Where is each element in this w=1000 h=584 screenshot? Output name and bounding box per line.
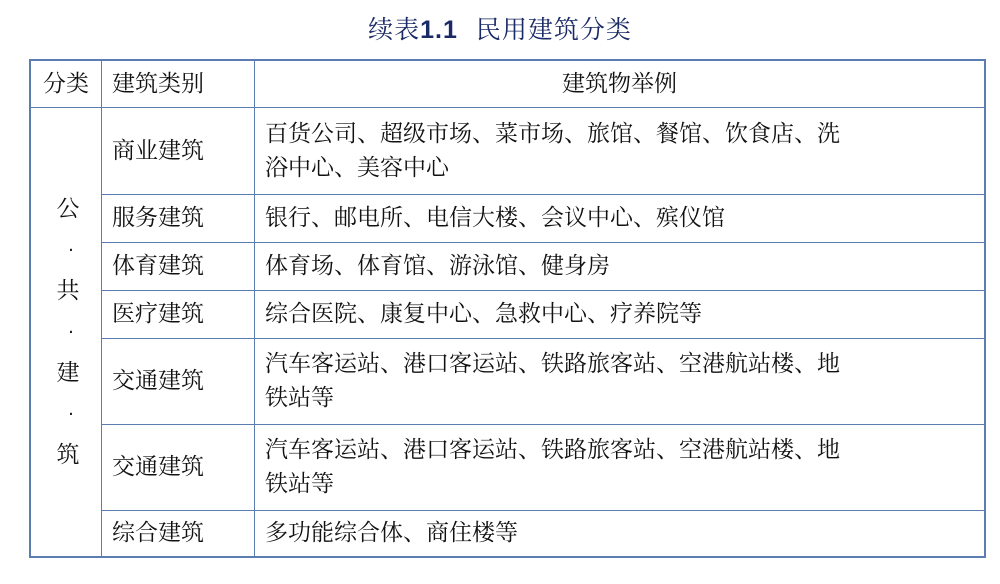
table-row bbox=[30, 194, 985, 242]
examples-cell: 百货公司、超级市场、菜市场、旅馆、餐馆、饮食店、洗 浴中心、美容中心 bbox=[255, 107, 986, 194]
table-row bbox=[30, 510, 985, 557]
type-cell: 商业建筑 bbox=[102, 107, 255, 194]
type-cell: 体育建筑 bbox=[102, 242, 255, 290]
table-row bbox=[30, 242, 985, 290]
examples-cell: 多功能综合体、商住楼等 bbox=[255, 510, 986, 557]
table-row bbox=[30, 290, 985, 338]
caption-number: 1.1 bbox=[420, 16, 458, 44]
table-row bbox=[30, 424, 985, 510]
type-cell: 综合建筑 bbox=[102, 510, 255, 557]
category-char: 公 · bbox=[56, 195, 80, 261]
caption-text: 民用建筑分类 bbox=[475, 15, 632, 44]
examples-cell: 汽车客运站、港口客运站、铁路旅客站、空港航站楼、地 铁站等 bbox=[255, 338, 986, 424]
category-char: 建 · bbox=[56, 359, 80, 425]
table-caption bbox=[0, 10, 1000, 46]
table-row bbox=[30, 107, 985, 194]
header-type: 建筑类别 bbox=[102, 60, 255, 107]
category-char: 共 · bbox=[56, 277, 80, 343]
examples-cell: 综合医院、康复中心、急救中心、疗养院等 bbox=[255, 290, 986, 338]
type-cell: 交通建筑 bbox=[102, 424, 255, 510]
header-examples: 建筑物举例 bbox=[255, 60, 986, 107]
header-row bbox=[30, 60, 985, 107]
category-cell bbox=[30, 107, 102, 557]
type-cell: 医疗建筑 bbox=[102, 290, 255, 338]
table-row bbox=[30, 338, 985, 424]
category-char: 筑 bbox=[56, 441, 80, 468]
caption-prefix: 续表 bbox=[368, 15, 421, 44]
header-category: 分类 bbox=[30, 60, 102, 107]
examples-cell: 汽车客运站、港口客运站、铁路旅客站、空港航站楼、地 铁站等 bbox=[255, 424, 986, 510]
building-classification-table bbox=[29, 59, 986, 558]
examples-cell: 体育场、体育馆、游泳馆、健身房 bbox=[255, 242, 986, 290]
type-cell: 交通建筑 bbox=[102, 338, 255, 424]
examples-cell: 银行、邮电所、电信大楼、会议中心、殡仪馆 bbox=[255, 194, 986, 242]
type-cell: 服务建筑 bbox=[102, 194, 255, 242]
